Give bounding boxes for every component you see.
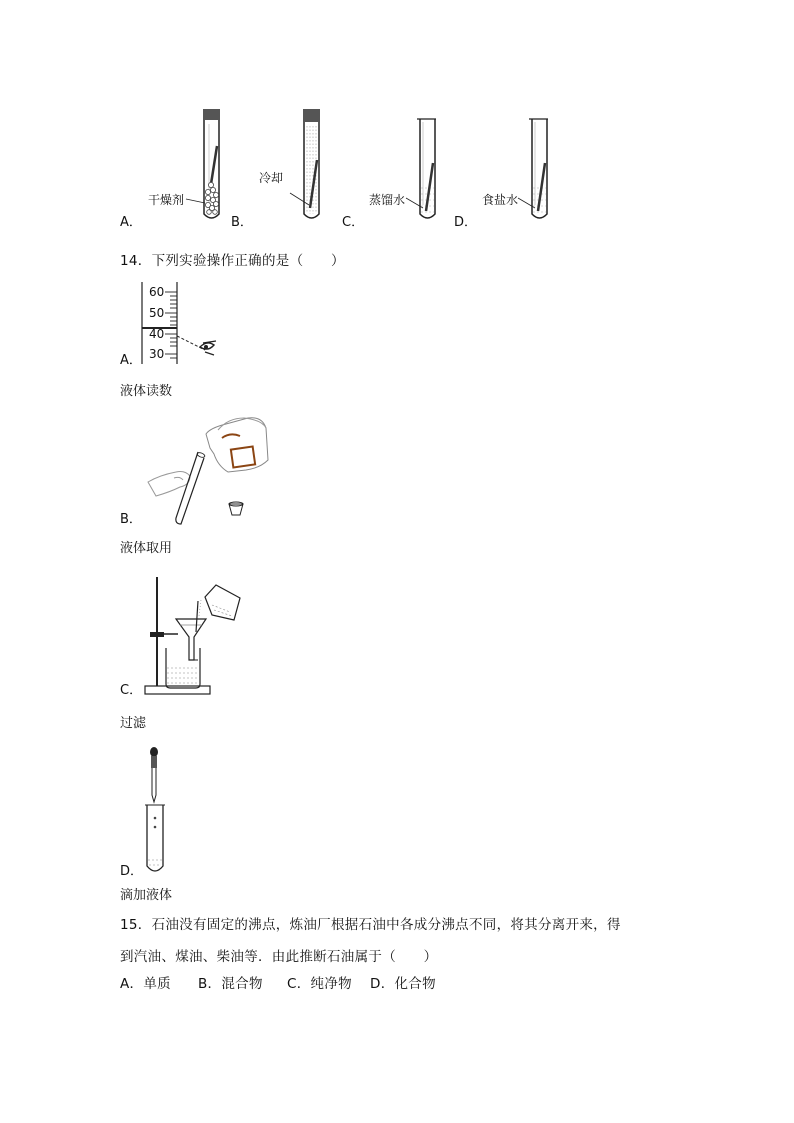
scale-label-50: 50 [149, 306, 165, 320]
scale-label-30: 30 [149, 347, 165, 361]
q15-option-c: C．纯净物 [287, 976, 352, 992]
q15-option-b: B．混合物 [198, 976, 263, 992]
q14-c-letter: C． [120, 683, 143, 698]
q14-d-letter: D． [120, 864, 144, 879]
tube-c-label: 蒸馏水 [369, 193, 406, 207]
tube-b-label: 冷却 [259, 171, 284, 185]
q14-a-letter: A． [120, 353, 142, 368]
q15-stem-line2: 到汽油、煤油、柴油等．由此推断石油属于（ ） [120, 949, 438, 965]
q14-stem: 14．下列实验操作正确的是（ ） [120, 253, 345, 269]
scale-label-60: 60 [149, 285, 165, 299]
tube-d-label: 食盐水 [482, 193, 519, 207]
q13-option-b-letter: B． [231, 215, 253, 230]
q15-option-d: D．化合物 [370, 976, 436, 992]
q14-a-caption: 液体读数 [120, 384, 173, 399]
q14-c-caption: 过滤 [120, 716, 147, 731]
q15-stem-line1: 15．石油没有固定的沸点，炼油厂根据石油中各成分沸点不同，将其分离开来，得 [120, 917, 621, 933]
q14-b-letter: B． [120, 512, 142, 527]
scale-label-40: 40 [149, 327, 165, 341]
q13-option-d-letter: D． [454, 215, 478, 230]
q13-option-c-letter: C． [342, 215, 365, 230]
tube-a-label: 干燥剂 [148, 193, 185, 207]
q14-b-caption: 液体取用 [120, 541, 173, 556]
q15-option-a: A．单质 [120, 976, 171, 992]
q13-option-a-letter: A． [120, 215, 142, 230]
q14-d-caption: 滴加液体 [120, 888, 173, 903]
